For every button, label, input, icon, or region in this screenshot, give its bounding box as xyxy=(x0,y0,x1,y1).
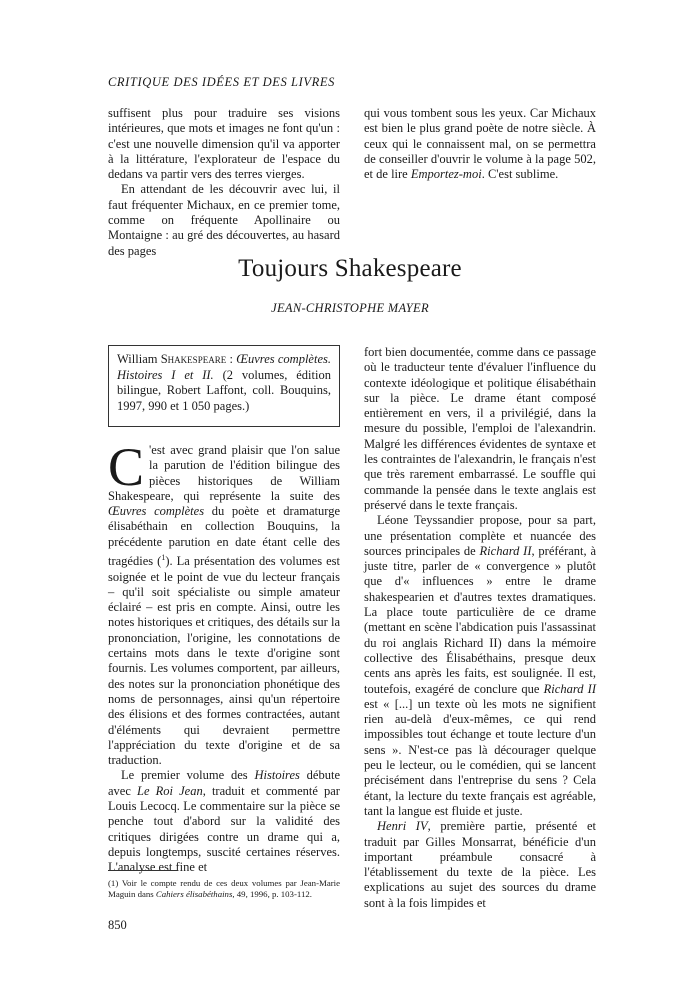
footnote xyxy=(108,878,340,899)
journal-title: Cahiers élisabéthains xyxy=(155,888,233,899)
article-author: JEAN-CHRISTOPHE MAYER xyxy=(271,301,429,315)
top-right-column xyxy=(364,106,596,182)
paragraph xyxy=(364,819,596,911)
text-run: Léone Teyssandier propose, pour sa part, une présentation complète et nuancée des sources principales de xyxy=(364,513,596,558)
paragraph: suffisent plus pour traduire ses visions intérieures, que mots et images ne font qu'un : c'est une nouvelle dimension qu'il va apporter à la littérature, l'explorateur de l'espace du dedans va partir vers des terres vierges. xyxy=(108,106,340,182)
text-run: , préférant, à juste titre, parler de « convergence » plutôt que d'« influences » entre le drame shakespearien et d'autres textes dramatiques. La place toute particulière de ce drame (mettant en scène l'abdication puis l'assassinat du roi anglais Richard II) dans la mémoire collective des Élisabéthains, presque deux cents ans après les faits, est soulignée. Il est, toutefois, exagéré de conclure que xyxy=(364,543,596,696)
author-surname: Shakespeare xyxy=(160,352,227,366)
footnote-rule xyxy=(108,870,178,871)
bibliographic-box xyxy=(108,345,340,427)
work-title: Œuvres complètes. Histoires I et II. xyxy=(117,352,331,382)
text-run: , première partie, présenté et traduit par Gilles Monsarrat, bénéficie d'un important préambule consacré à l'établissement du texte de la pièce. Les explications au sujet des sources du drame sont à la fois limpides et xyxy=(364,819,596,910)
body-right-column xyxy=(364,345,596,911)
text-run: , traduit et commenté par Louis Lecocq. Le commentaire sur la pièce se penche tout d'abord sur la validité des critiques dirigées contre un drame qui a, depuis longtemps, suscité certaines réserves. L'analyse est fine et xyxy=(108,783,340,875)
text-run: (2 volumes, édition bilingue, Robert Laffont, coll. Bouquins, 1997, 990 et 1 050 pages.) xyxy=(117,367,331,413)
paragraph xyxy=(364,106,596,182)
text-run: William xyxy=(117,352,161,366)
text-run: , 49, 1996, p. 103-112. xyxy=(232,888,312,899)
text-run: . C'est sublime. xyxy=(481,167,559,182)
work-title: Richard II xyxy=(479,543,532,558)
paragraph xyxy=(108,768,340,875)
work-title: Le Roi Jean xyxy=(137,783,203,798)
paragraph xyxy=(364,513,596,819)
work-title: Œuvres complètes xyxy=(108,504,205,519)
page-number: 850 xyxy=(108,918,127,932)
text-run: débute avec xyxy=(108,768,340,798)
drop-cap: C xyxy=(108,437,145,497)
work-title: Emportez-moi xyxy=(410,167,482,182)
text-run: 'est avec grand plaisir que l'on salue la parution de l'édition bilingue des pièces historiques de William Shakespeare, qui représente la suite des xyxy=(108,443,340,503)
text-run: (1) Voir le compte rendu de ces deux volumes par Jean-Marie Maguin dans xyxy=(108,878,340,899)
text-run: Le premier volume des xyxy=(121,768,255,783)
work-title: Richard II xyxy=(543,681,596,696)
paragraph: fort bien documentée, comme dans ce passage où le traducteur tente d'évaluer l'influence du contexte idéologique et politique élisabéthain sur la pièce. Le drame étant composé entièrement en vers, il a privilégié, dans la mesure du possible, l'emploi de l'alexandrin. Malgré les différences évidentes de syntaxe et les contraintes de l'alexandrin, le français n'est que très rarement embarrassé. Le souffle qui commande la pensée dans le texte anglais est préservé dans le texte français. xyxy=(364,345,596,512)
text-run: qui vous tombent sous les yeux. Car Michaux est bien le plus grand poète de notre siècle. À ceux qui le connaissent mal, on se permettra de conseiller d'ouvrir le volume à la page 502, et de lire xyxy=(364,106,596,182)
text-run: : xyxy=(226,352,237,366)
text-run: du poète et dramaturge élisabéthain en collection Bouquins, la précédente parution en date étant celle des tragédies ( xyxy=(108,504,340,569)
top-left-column xyxy=(108,106,340,259)
work-title: Histoires xyxy=(254,768,300,783)
text-run: est « [...] un texte où les mots ne signifient rien au-delà d'eux-mêmes, ce qui rend impossibles tout échange et toute lecture d'un sens ». N'est-ce pas là décourager quelque peu le lecteur, ou le comédien, qui se lancent précisément dans l'entreprise du sens ? Cela étant, la lecture du texte français est agréable, tant la langue est fluide et juste. xyxy=(364,696,596,818)
paragraph: En attendant de les découvrir avec lui, il faut fréquenter Michaux, en ce premier tome, comme on fréquente Apollinaire ou Montaigne : au gré des découvertes, au hasard des pages xyxy=(108,182,340,258)
text-run: ). La présentation des volumes est soignée et le point de vue du lecteur français – qu'il soit spécialiste ou simple amateur éclairé – est pris en compte. Ainsi, outre les notes historiques et critiques, des détails sur la prononciation, l'origine, les connotations de certains mots dans le texte d'origine sont fournis. Les volumes comportent, par ailleurs, des notes sur la prononciation phonétique des noms de personnages, ainsi qu'un répertoire des élisions et des formes contractées, autant d'éléments qui devraient permettre l'appréciation du texte d'origine et de sa traduction. xyxy=(108,554,341,768)
paragraph xyxy=(108,437,341,768)
article-title: Toujours Shakespeare xyxy=(238,255,462,282)
work-title: Henri IV xyxy=(377,819,428,834)
body-left-column xyxy=(108,437,341,875)
running-head: CRITIQUE DES IDÉES ET DES LIVRES xyxy=(108,75,335,89)
footnote-ref: 1 xyxy=(161,553,166,563)
